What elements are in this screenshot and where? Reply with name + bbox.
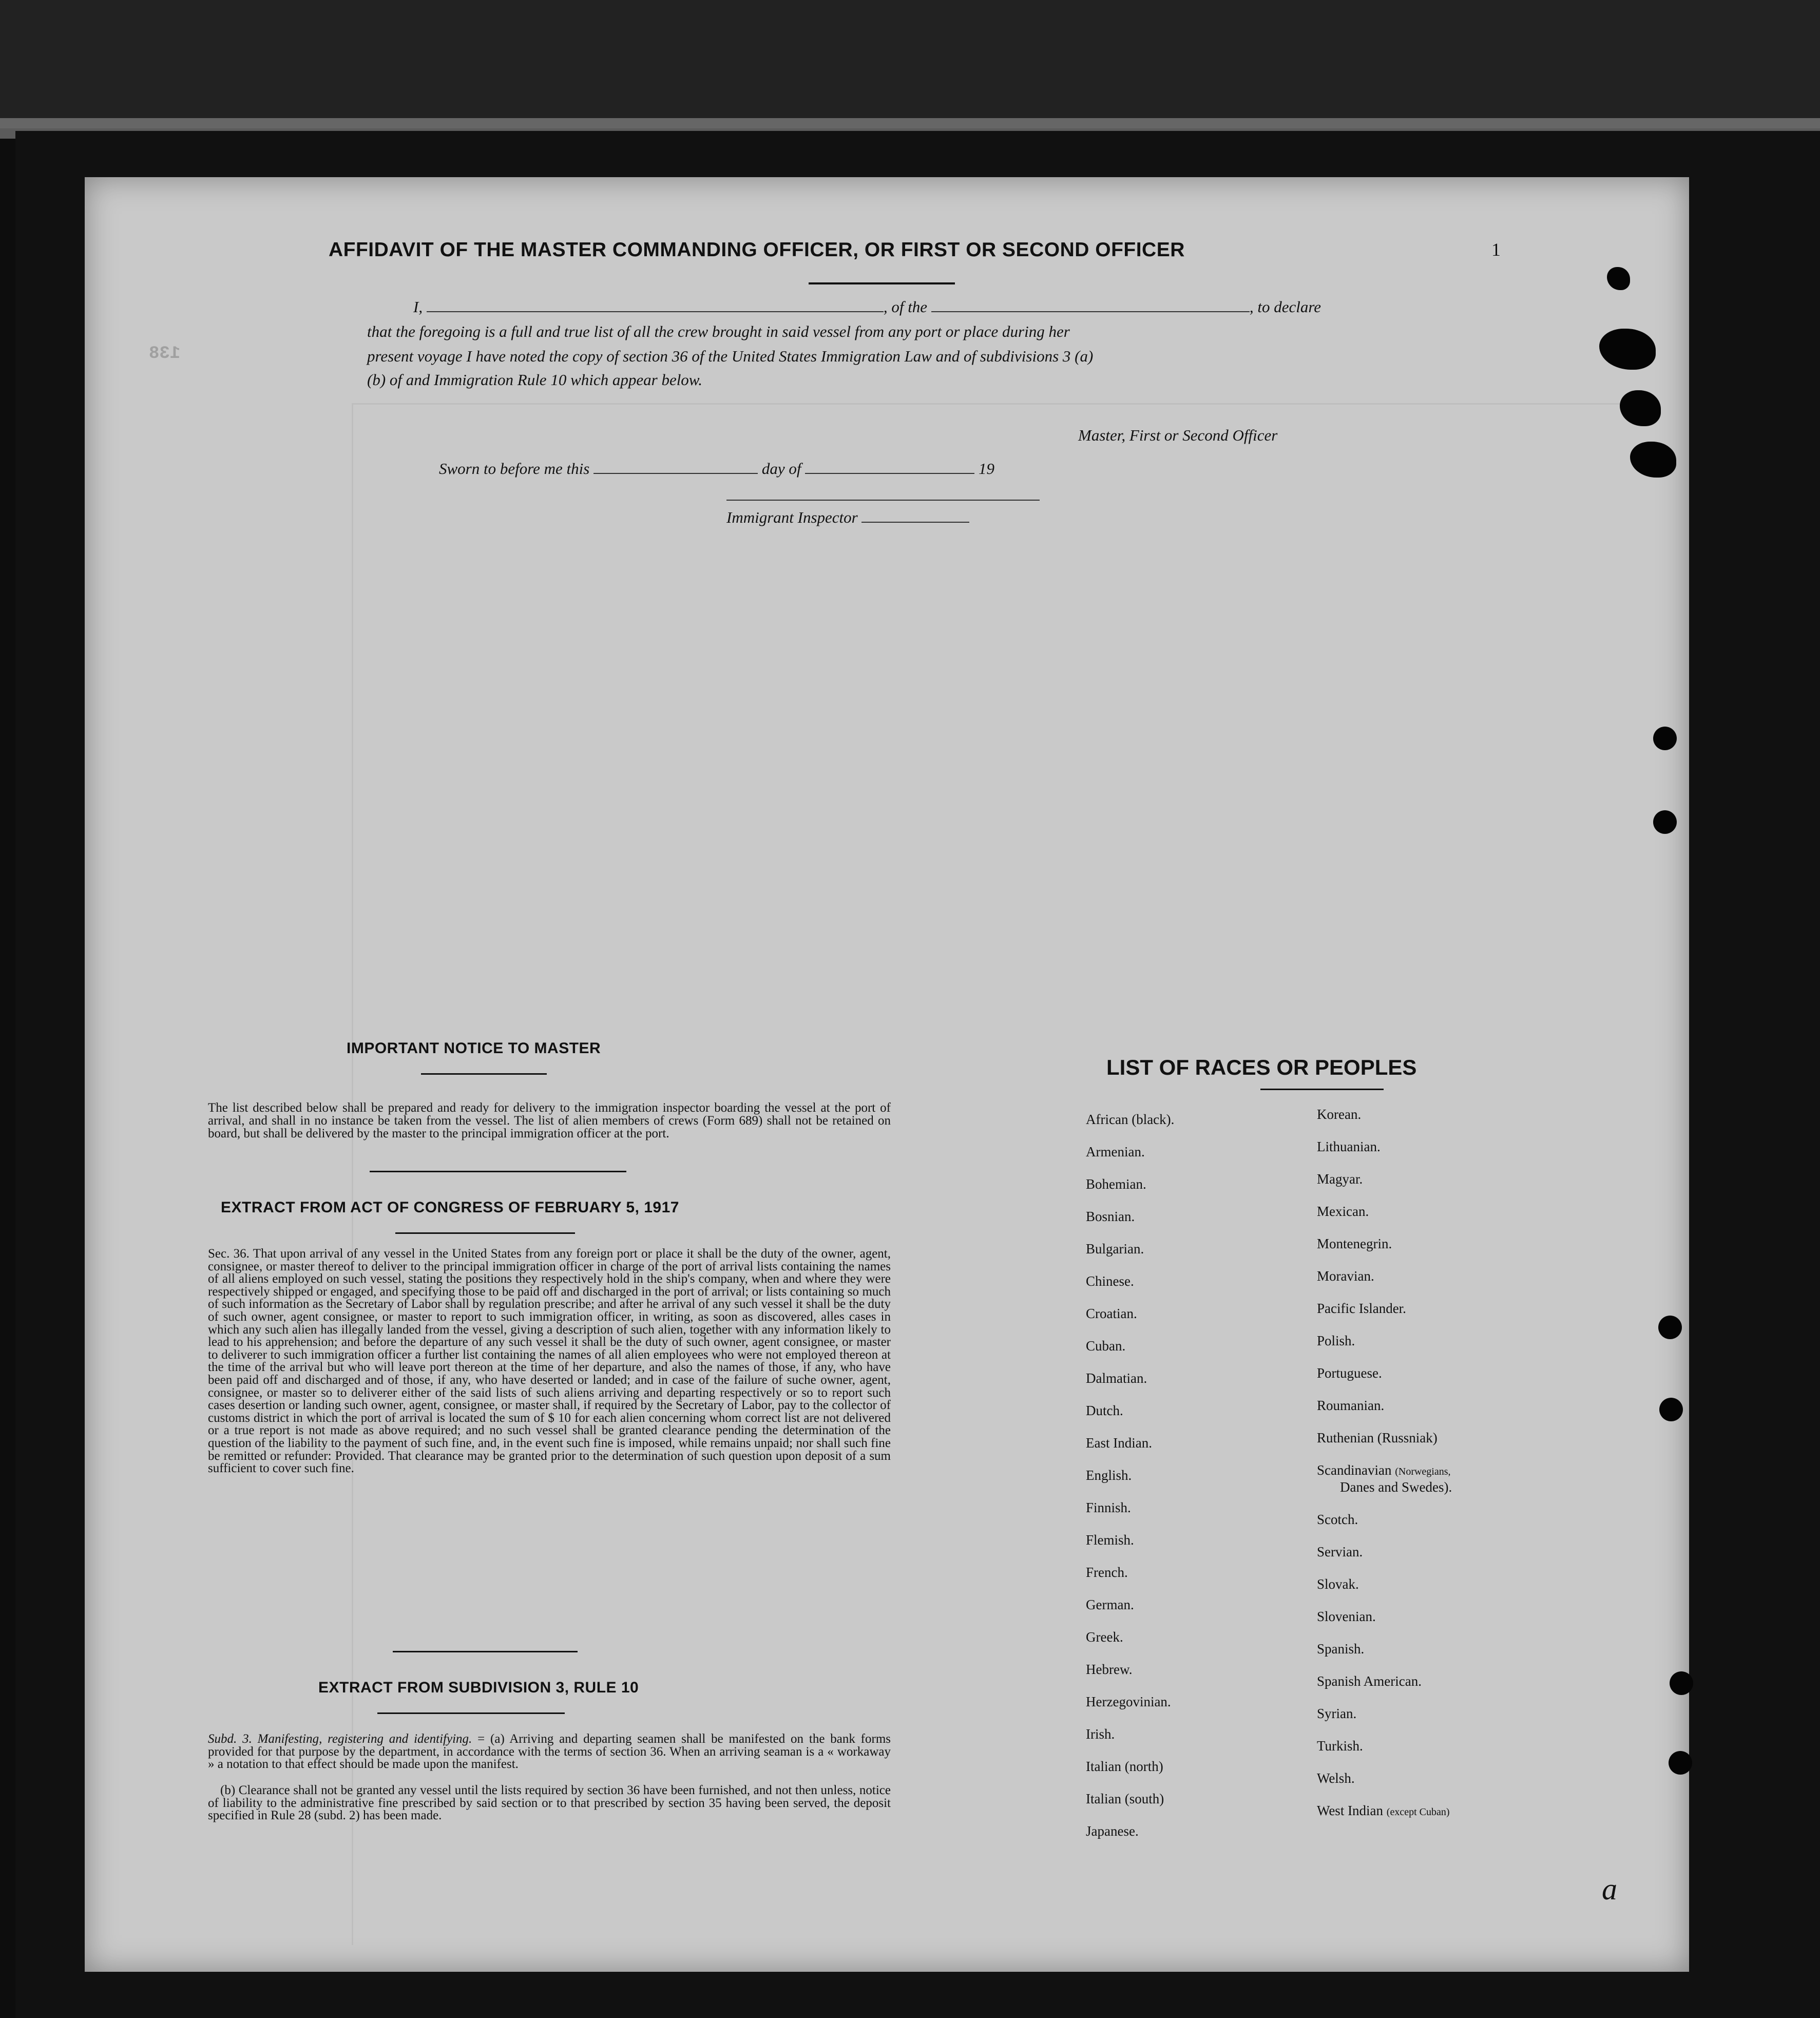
race-item: Portuguese. [1317, 1365, 1382, 1381]
race-item: Moravian. [1317, 1268, 1374, 1284]
act-underline [395, 1232, 575, 1234]
punch-hole [1653, 810, 1677, 834]
race-item: Herzegovinian. [1086, 1694, 1171, 1709]
race-item: Bulgarian. [1086, 1241, 1144, 1257]
race-item: Dalmatian. [1086, 1370, 1147, 1386]
vessel-field[interactable] [931, 311, 1250, 312]
race-item: Polish. [1317, 1333, 1355, 1348]
affidavit-line2: that the foregoing is a full and true list of all the crew brought in said vessel from any port or place during her [367, 322, 1070, 340]
race-item: Italian (north) [1086, 1759, 1163, 1774]
day-of-label: day of [761, 460, 801, 478]
affidavit-line4: (b) of and Immigration Rule 10 which appear below. [367, 371, 702, 389]
race-item: Bohemian. [1086, 1176, 1146, 1192]
race-item: Magyar. [1317, 1171, 1363, 1187]
race-item: Ruthenian (Russniak) [1317, 1430, 1438, 1445]
rule-a-body: = (a) Arriving and departing seamen shall be manifested on the bank forms provided for that purpose by the department, in accordance with the terms of section 36. When an arriving seaman is a « workaway » a notation to that effect should be made upon the manifest. [208, 1732, 891, 1772]
affidavit-line1 [413, 295, 1440, 319]
races-heading: LIST OF RACES OR PEOPLES [1106, 1055, 1417, 1079]
race-item: Italian (south) [1086, 1791, 1164, 1806]
race-item: Korean. [1317, 1107, 1362, 1122]
race-item: Mexican. [1317, 1204, 1369, 1219]
act-text [208, 1248, 891, 1475]
race-item: Spanish. [1317, 1641, 1365, 1657]
rule-underline [377, 1712, 565, 1714]
race-item [1317, 1462, 1451, 1478]
punch-hole [1658, 1316, 1682, 1339]
rule-text-b: (b) Clearance shall not be granted any vessel until the lists required by section 36 have been furnished, and not then unless, notice of liability to the administrative fine prescribed by said section or to that prescribed by section 35 having been served, the deposit specified in Rule 28 (subd. 2) has been made. [208, 1783, 891, 1823]
act-heading: EXTRACT FROM ACT OF CONGRESS OF FEBRUARY 5, 1917 [221, 1199, 679, 1216]
sworn-month-field[interactable] [805, 473, 974, 474]
race-label: Scandinavian [1317, 1462, 1392, 1478]
page-mark: 1 [1491, 239, 1501, 260]
race-item: Hebrew. [1086, 1662, 1133, 1677]
affidavit-to-declare: , to declare [1249, 298, 1321, 316]
scanner-top-band [0, 0, 1820, 128]
notice-divider [370, 1171, 626, 1172]
race-item: Japanese. [1086, 1823, 1139, 1839]
name-field[interactable] [427, 311, 884, 312]
race-item: Armenian. [1086, 1144, 1145, 1159]
race-item: Greek. [1086, 1629, 1123, 1645]
act-divider [393, 1651, 578, 1652]
sworn-line [439, 457, 994, 481]
race-item: Flemish. [1086, 1532, 1134, 1548]
race-item: Scotch. [1317, 1512, 1358, 1527]
race-item: French. [1086, 1565, 1128, 1580]
race-item: Irish. [1086, 1726, 1115, 1742]
corner-mark: a [1602, 1872, 1617, 1906]
affidavit-line3: present voyage I have noted the copy of section 36 of the United States Immigration Law and of subdivisions 3 (a) [367, 347, 1094, 365]
sworn-label: Sworn to before me this [439, 460, 590, 478]
race-item: German. [1086, 1597, 1134, 1612]
race-item: English. [1086, 1468, 1132, 1483]
race-item: Roumanian. [1317, 1398, 1385, 1413]
notice-underline [421, 1073, 547, 1075]
race-note: (Norwegians, [1395, 1466, 1451, 1477]
race-item: East Indian. [1086, 1435, 1152, 1451]
title-underline [809, 282, 955, 284]
punch-hole [1670, 1671, 1693, 1695]
notice-text: The list described below shall be prepared and ready for delivery to the immigration inspector boarding the vessel at the port of arrival, and shall in no instance be taken from the vessel. The list of alien members of crews (Form 689) shall not be retained on board, but shall be delivered by the master to the principal immigration officer at the port. [208, 1101, 891, 1140]
race-item: Spanish American. [1317, 1673, 1422, 1689]
race-item: African (black). [1086, 1112, 1175, 1127]
rule-text-a [208, 1733, 891, 1771]
punch-hole [1653, 727, 1677, 750]
inspector-line [726, 506, 969, 529]
affidavit-of-the: , of the [883, 298, 928, 316]
inspector-field[interactable] [861, 522, 969, 523]
race-item [1317, 1803, 1450, 1819]
race-item: Chinese. [1086, 1273, 1134, 1289]
punch-hole [1669, 1751, 1692, 1775]
sworn-day-field[interactable] [593, 473, 758, 474]
rule-a-label: Subd. 3. Manifesting, registering and identifying. [208, 1732, 472, 1746]
race-item: Welsh. [1317, 1770, 1355, 1786]
affidavit-i: I, [413, 298, 423, 316]
race-note-continued: Danes and Swedes). [1340, 1479, 1452, 1495]
races-underline [1260, 1089, 1384, 1090]
punch-hole [1659, 1398, 1683, 1421]
race-item: Slovak. [1317, 1576, 1359, 1592]
race-item: Turkish. [1317, 1738, 1363, 1754]
rule-heading: EXTRACT FROM SUBDIVISION 3, RULE 10 [318, 1679, 639, 1696]
race-item: Cuban. [1086, 1338, 1126, 1354]
bleedthrough-number: 138 [149, 344, 181, 364]
act-section-label: Sec. 36. [208, 1247, 250, 1261]
race-label: West Indian [1317, 1803, 1384, 1818]
page-title: AFFIDAVIT OF THE MASTER COMMANDING OFFICER, OR FIRST OR SECOND OFFICER [329, 239, 1185, 261]
race-item: Syrian. [1317, 1706, 1357, 1721]
race-item: Lithuanian. [1317, 1139, 1381, 1154]
race-item: Dutch. [1086, 1403, 1123, 1418]
notice-heading: IMPORTANT NOTICE TO MASTER [347, 1040, 601, 1057]
race-item: Servian. [1317, 1544, 1363, 1559]
year-label: 19 [978, 460, 994, 478]
race-item: Finnish. [1086, 1500, 1131, 1515]
inspector-label: Immigrant Inspector [726, 508, 858, 526]
inspector-signature-line [726, 500, 1040, 501]
race-item: Croatian. [1086, 1306, 1137, 1321]
race-note: (except Cuban) [1386, 1806, 1450, 1818]
race-item: Pacific Islander. [1317, 1301, 1406, 1316]
signature-label: Master, First or Second Officer [1078, 426, 1278, 444]
document-page [85, 177, 1689, 1972]
race-item: Bosnian. [1086, 1209, 1135, 1224]
race-item: Montenegrin. [1317, 1236, 1392, 1251]
race-item: Slovenian. [1317, 1609, 1376, 1624]
act-section-text: That upon arrival of any vessel in the United States from any foreign port or place it shall be the duty of the owner, agent, consignee, or master thereof to deliver to the principal immigration officer in charge of the port of arrival lists containing the names of all aliens employed on such vessel, stating the positions they respectively hold in the ship's company, when and where they were respectively shipped or engaged, and specifying those to be paid off and discharged in the port of arrival; or lists containing so much of such information as the Secretary of Labor shall by regulation prescribe; and after he arrival of any such vessel it shall be the duty of such owner, agent consignee, or master to report to such immigration officer, in writing, as soon as discovered, alles cases in which any such alien has illegally landed from the vessel, giving a description of such alien, together with any information likely to lead to his apprehension; and before the departure of any such vessel it shall be the duty of such owner, agent consignee, or master to deliverer to such immigration officer a further list containing the names of all alien employees who were not employed thereon at the time of the arrival but who will leave port thereon at the time of her departure, and also the names of those, if any, who have been paid off and discharged and of those, if any, who have deserted or landed; and in case of the failure of suche owner, agent, consignee, or master so to deliverer either of the said lists of such aliens arriving and departing respectively or so to report such cases desertion or landing such owner, agent, consignee, or master shall, if required by the Secretary of Labor, pay to the collector of customs district in which the port of arrival is located the sum of $ 10 for each alien concerning whom correct list are not delivered or a true report is not made as above required; and no such vessel shall be granted clearance pending the determination of the question of the liability to the payment of such fine, and, in the event such fine is imposed, while remains unpaid; nor shall such fine be remitted or refunder: Provided. That clearance may be granted prior to the determination of such question upon deposit of a sum sufficient to cover such fine. [208, 1247, 891, 1476]
